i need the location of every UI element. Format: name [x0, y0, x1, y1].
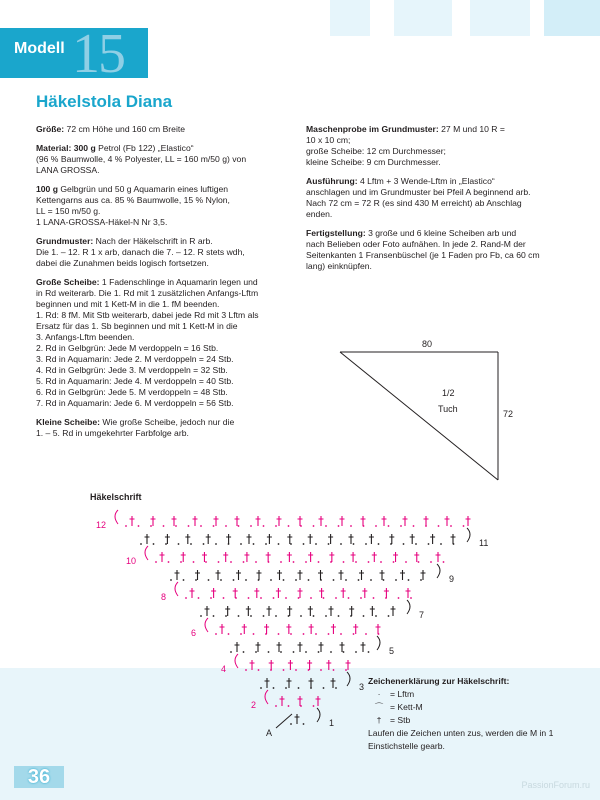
chain-stitch — [238, 615, 240, 617]
turning-chain — [265, 690, 268, 704]
chain-stitch — [275, 615, 277, 617]
chain-stitch — [338, 525, 340, 527]
crochet-chart-title: Häkelschrift — [90, 492, 142, 502]
chain-stitch — [428, 543, 430, 545]
chain-stitch — [313, 525, 315, 527]
chain-stitch — [418, 561, 420, 563]
chain-stitch — [293, 561, 295, 563]
turning-chain — [235, 654, 238, 668]
chain-stitch — [253, 633, 255, 635]
chain-stitch — [365, 543, 367, 545]
chain-stitch — [328, 633, 330, 635]
chain-stitch — [273, 597, 275, 599]
chain-stitch — [380, 561, 382, 563]
chain-stitch — [288, 705, 290, 707]
text-paragraph: Große Scheibe: 1 Fadenschlinge in Aquamarin legen und in Rd weiterarb. Die 1. Rd mit 1 zusätzlichen Anfangs-Lftm beginnen und mit 1 Kett-M in die 1. fM beenden. 1. Rd: 8 fM. Mit Stb weiterarb, dabei jede Rd mit 3 Lftm als Ersatz für das 1. Sb beginnen und mit 1 Kett-M in die 3. Anfangs-Lftm beenden. 2. Rd in Gelbgrün: Jede M verdoppeln = 16 Stb. 3. Rd in Aquamarin: Jede 2. M verdoppeln = 24 Stb. 4. Rd in Gelbgrün: Jede 3. M verdoppeln = 32 Stb. 5. Rd in Aquamarin: Jede 4. M verdoppeln = 40 Stb. 6. Rd in Gelbgrün: Jede 5. M verdoppeln = 48 Stb. 7. Rd in Aquamarin: Jede 6. M verdoppeln = 56 Stb. — [36, 277, 259, 408]
chain-stitch — [285, 687, 287, 689]
chain-stitch — [340, 633, 342, 635]
chain-stitch — [318, 651, 320, 653]
chain-stitch — [290, 723, 292, 725]
chain-stitch — [200, 615, 202, 617]
text-paragraph: Ausführung: 4 Lftm + 3 Wende-Lftm in „Elastico“ anschlagen und im Grundmuster bei Pfeil A beginnend arb. Nach 72 cm = 72 R (es sind 430 M erreicht) ab Anschlag enden. — [306, 176, 531, 219]
legend-label: = Kett-M — [390, 702, 423, 712]
chain-stitch — [365, 633, 367, 635]
chain-stitch — [283, 579, 285, 581]
chain-stitch — [353, 543, 355, 545]
chain-stitch — [248, 597, 250, 599]
chain-stitch — [335, 687, 337, 689]
chain-stitch — [398, 597, 400, 599]
chain-stitch — [323, 687, 325, 689]
text-paragraph: Größe: 72 cm Höhe und 160 cm Breite — [36, 124, 186, 134]
chain-stitch — [283, 669, 285, 671]
chain-stitch — [355, 561, 357, 563]
chain-stitch — [360, 597, 362, 599]
dot-icon: · — [377, 689, 381, 699]
row-number-left: 6 — [190, 628, 196, 638]
chain-stitch — [310, 597, 312, 599]
chain-stitch — [430, 561, 432, 563]
row-number-left: 10 — [125, 556, 136, 566]
chain-stitch — [238, 525, 240, 527]
chain-stitch — [215, 543, 217, 545]
chain-stitch — [228, 633, 230, 635]
chain-stitch — [223, 597, 225, 599]
row-number-right: 7 — [419, 610, 425, 620]
center-label-2: Tuch — [438, 404, 458, 414]
chain-stitch — [163, 525, 165, 527]
chain-stitch — [305, 561, 307, 563]
chain-stitch — [215, 633, 217, 635]
chain-stitch — [125, 525, 127, 527]
chain-stitch — [320, 669, 322, 671]
chain-stitch — [383, 579, 385, 581]
legend-title: Zeichenerklärung zur Häkelschrift: — [368, 676, 510, 686]
chain-stitch — [280, 561, 282, 563]
chain-stitch — [245, 579, 247, 581]
chain-stitch — [265, 543, 267, 545]
chain-stitch — [370, 579, 372, 581]
chain-stitch — [168, 561, 170, 563]
chain-stitch — [263, 525, 265, 527]
chain-stitch — [333, 669, 335, 671]
chain-stitch — [213, 615, 215, 617]
chain-stitch — [343, 651, 345, 653]
chain-stitch — [250, 525, 252, 527]
chain-stitch — [338, 615, 340, 617]
chain-stitch — [213, 525, 215, 527]
left-column — [36, 124, 298, 447]
turning-chain — [145, 546, 148, 560]
legend-label: = Stb — [390, 715, 411, 725]
legend — [368, 675, 558, 753]
text-paragraph: Grundmuster: Nach der Häkelschrift in R arb. Die 1. – 12. R 1 x arb, danach die 7. – 12. R stets wdh, dabei die Zunahmen beids logisch fortsetzen. — [36, 236, 245, 268]
chain-stitch — [388, 615, 390, 617]
legend-label: = Lftm — [390, 689, 415, 699]
chain-stitch — [188, 525, 190, 527]
turning-chain — [437, 564, 440, 578]
chain-stitch — [155, 561, 157, 563]
chain-stitch — [350, 525, 352, 527]
turning-chain — [175, 582, 178, 596]
chain-stitch — [208, 579, 210, 581]
chain-stitch — [273, 687, 275, 689]
width-label: 80 — [422, 339, 433, 349]
height-label: 72 — [503, 409, 514, 419]
chain-stitch — [403, 543, 405, 545]
chain-stitch — [420, 579, 422, 581]
chain-stitch — [185, 597, 187, 599]
text-paragraph: Fertigstellung: 3 große und 6 kleine Scheiben arb und nach Belieben oder Foto aufnähen. In jede 2. Rand-M der Seitenkanten 1 Fransenbüschel (je 1 Faden pro Fb, ca 60 cm lang) einknüpfen. — [306, 228, 540, 271]
center-label-1: 1/2 — [442, 388, 455, 398]
chain-stitch — [343, 561, 345, 563]
chain-stitch — [230, 651, 232, 653]
chain-stitch — [353, 633, 355, 635]
page-title: Häkelstola Diana — [36, 92, 173, 111]
chain-stitch — [363, 615, 365, 617]
chain-stitch — [255, 651, 257, 653]
header-decoration — [330, 0, 600, 36]
chain-stitch — [290, 633, 292, 635]
chain-stitch — [375, 525, 377, 527]
chain-stitch — [178, 543, 180, 545]
turning-chain — [377, 636, 380, 650]
chain-stitch — [260, 687, 262, 689]
chain-stitch — [413, 525, 415, 527]
chain-stitch — [368, 561, 370, 563]
chain-stitch — [308, 579, 310, 581]
chain-stitch — [438, 525, 440, 527]
chain-stitch — [258, 669, 260, 671]
chain-stitch — [318, 561, 320, 563]
chain-stitch — [275, 705, 277, 707]
chain-stitch — [175, 525, 177, 527]
chain-stitch — [325, 615, 327, 617]
chain-stitch — [245, 669, 247, 671]
chain-stitch — [198, 597, 200, 599]
row-number-left: 12 — [95, 520, 106, 530]
chain-stitch — [400, 525, 402, 527]
chain-stitch — [140, 543, 142, 545]
chain-stitch — [218, 561, 220, 563]
watermark: PassionForum.ru — [521, 780, 590, 790]
chain-stitch — [305, 651, 307, 653]
chain-stitch — [335, 597, 337, 599]
chain-stitch — [340, 543, 342, 545]
legend-item-stb — [368, 714, 558, 727]
chain-stitch — [408, 579, 410, 581]
chain-stitch — [210, 597, 212, 599]
row-number-right: 9 — [449, 574, 455, 584]
chain-stitch — [263, 615, 265, 617]
chain-stitch — [290, 543, 292, 545]
chain-stitch — [288, 525, 290, 527]
chain-stitch — [388, 525, 390, 527]
chain-stitch — [203, 543, 205, 545]
chain-stitch — [463, 525, 465, 527]
chain-stitch — [225, 615, 227, 617]
chain-stitch — [138, 525, 140, 527]
chain-stitch — [243, 561, 245, 563]
model-number: 15 — [72, 23, 124, 85]
chain-stitch — [240, 543, 242, 545]
chain-stitch — [368, 651, 370, 653]
chain-stitch — [303, 633, 305, 635]
chain-stitch — [293, 651, 295, 653]
chain-stitch — [280, 651, 282, 653]
row-number-right: 3 — [359, 682, 365, 692]
arc-icon: ⌒ — [374, 702, 384, 712]
chain-stitch — [255, 561, 257, 563]
chain-stitch — [303, 723, 305, 725]
chain-stitch — [295, 579, 297, 581]
shawl-schematic — [330, 340, 510, 490]
chain-stitch — [295, 669, 297, 671]
text-paragraph: Material: 300 g Petrol (Fb 122) „Elastico“ (96 % Baumwolle, 4 % Polyester, LL = 160 m/50 g) von LANA GROSSA. — [36, 143, 247, 175]
chain-stitch — [278, 633, 280, 635]
chain-stitch — [240, 633, 242, 635]
chain-stitch — [260, 597, 262, 599]
chain-stitch — [183, 579, 185, 581]
chain-stitch — [180, 561, 182, 563]
legend-item-kettm — [368, 701, 558, 714]
chain-stitch — [378, 543, 380, 545]
chain-stitch — [395, 579, 397, 581]
chain-stitch — [313, 705, 315, 707]
chain-stitch — [268, 651, 270, 653]
chain-stitch — [298, 687, 300, 689]
chain-stitch — [193, 561, 195, 563]
chain-stitch — [233, 579, 235, 581]
chain-stitch — [358, 579, 360, 581]
chain-stitch — [328, 543, 330, 545]
chain-stitch — [345, 669, 347, 671]
chain-stitch — [195, 579, 197, 581]
chain-stitch — [323, 597, 325, 599]
chain-stitch — [275, 525, 277, 527]
chain-stitch — [220, 579, 222, 581]
chain-stitch — [150, 525, 152, 527]
text-paragraph: Maschenprobe im Grundmuster: 27 M und 10 R = 10 x 10 cm; große Scheibe: 12 cm Durchmesser; kleine Scheibe: 9 cm Durchmesser. — [306, 124, 505, 167]
chain-stitch — [450, 525, 452, 527]
turning-chain — [115, 510, 118, 524]
text-paragraph: Kleine Scheibe: Wie große Scheibe, jedoch nur die 1. – 5. Rd in umgekehrter Farbfolge arb. — [36, 417, 235, 438]
row-number-left: 2 — [250, 700, 256, 710]
turning-chain — [317, 708, 320, 722]
turning-chain — [205, 618, 208, 632]
chain-stitch — [348, 597, 350, 599]
row-number-left: 4 — [220, 664, 226, 674]
chain-stitch — [313, 615, 315, 617]
chain-stitch — [315, 633, 317, 635]
chain-stitch — [440, 543, 442, 545]
chain-stitch — [303, 543, 305, 545]
chain-stitch — [243, 651, 245, 653]
chain-stitch — [250, 615, 252, 617]
chain-stitch — [165, 543, 167, 545]
dagger-icon: † — [376, 715, 382, 725]
turning-chain — [467, 528, 470, 542]
model-label: Modell — [14, 40, 65, 57]
text-paragraph: 100 g Gelbgrün und 50 g Aquamarin eines luftigen Kettengarns aus ca. 85 % Baumwolle, 15 % Nylon, LL = 150 m/50 g. 1 LANA-GROSSA-Häkel-N Nr 3,5. — [36, 184, 230, 227]
start-arrow — [276, 714, 292, 728]
legend-item-lftm — [368, 688, 558, 701]
right-column — [306, 124, 568, 280]
chain-stitch — [300, 615, 302, 617]
row-number-right: 1 — [329, 718, 335, 728]
chain-stitch — [190, 543, 192, 545]
chain-stitch — [205, 561, 207, 563]
turning-chain — [347, 672, 350, 686]
chain-stitch — [270, 579, 272, 581]
chain-stitch — [298, 597, 300, 599]
chain-stitch — [225, 525, 227, 527]
chain-stitch — [415, 543, 417, 545]
chain-stitch — [230, 561, 232, 563]
chain-stitch — [285, 597, 287, 599]
chain-stitch — [253, 543, 255, 545]
row-number-right: 11 — [479, 538, 489, 548]
chain-stitch — [373, 597, 375, 599]
chain-stitch — [315, 543, 317, 545]
chain-stitch — [345, 579, 347, 581]
chain-stitch — [325, 525, 327, 527]
page-number: 36 — [14, 766, 64, 788]
chain-stitch — [170, 579, 172, 581]
chain-stitch — [405, 561, 407, 563]
chain-stitch — [355, 651, 357, 653]
start-label: A — [266, 728, 273, 738]
chain-stitch — [333, 579, 335, 581]
turning-chain — [407, 600, 410, 614]
chain-stitch — [443, 561, 445, 563]
chain-stitch — [410, 597, 412, 599]
legend-note: Laufen die Zeichen unten zus, werden die M in 1 Einstichstelle gearb. — [368, 728, 554, 751]
row-number-left: 8 — [160, 592, 166, 602]
chain-stitch — [153, 543, 155, 545]
chain-stitch — [375, 615, 377, 617]
row-number-right: 5 — [389, 646, 395, 656]
chain-stitch — [200, 525, 202, 527]
chain-stitch — [393, 561, 395, 563]
chain-stitch — [330, 651, 332, 653]
chain-stitch — [278, 543, 280, 545]
